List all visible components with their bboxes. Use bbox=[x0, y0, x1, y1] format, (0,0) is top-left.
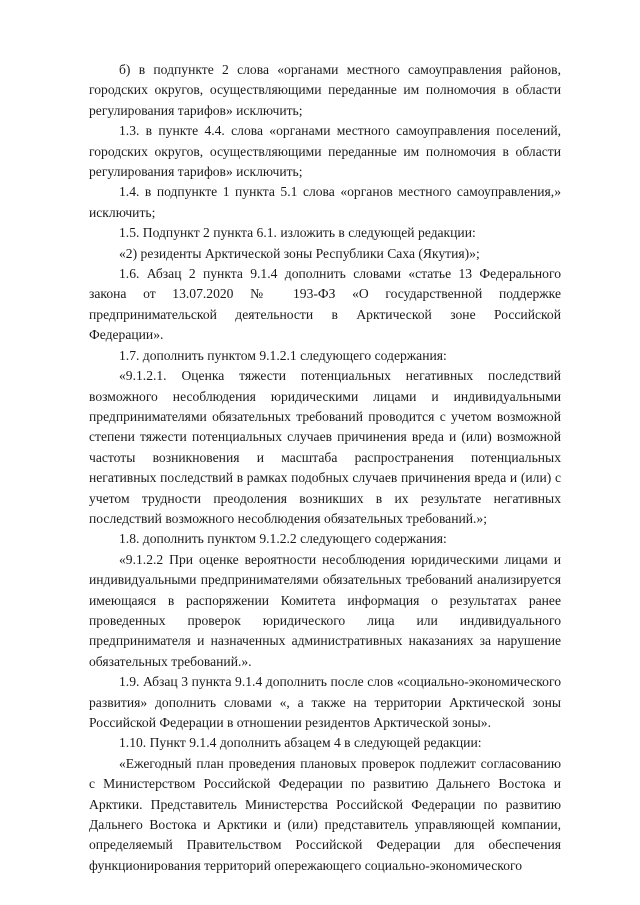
paragraph-9-1-2-2: «9.1.2.2 При оценке вероятности несоблюдения юридическими лицами и индивидуальными предпринимателями обязательных требований анализируется имеющаяся в распоряжении Комитета информация о результатах ранее проведенных проверок юридического лица или индивидуального предпринимателя и назначенных административных наказаниях за нарушение обязательных требований.». bbox=[89, 551, 561, 669]
paragraph-annual-plan: «Ежегодный план проведения плановых проверок подлежит согласованию с Министерством Российской Федерации по развитию Дальнего Востока и Арктики. Представитель Министерства Российской Федерации по развитию Дальнего Востока и Арктики и (или) представитель управляющей компании, определяемый Правительством Российской Федерации для обеспечения функционирования территорий опережающего социально-экономического bbox=[89, 755, 561, 873]
paragraph-9-1-2-1: «9.1.2.1. Оценка тяжести потенциальных негативных последствий возможного несоблюдения юридическими лицами и индивидуальными предпринимателями обязательных требований проводится с учетом возможной степени тяжести потенциальных случаев причинения вреда и (или) возможной частоты возникновения и масштаба распространения потенциальных негативных последствий в рамках подобных случаев причинения вреда и (или) с учетом трудности преодоления возникших в их результате негативных последствий возможного несоблюдения обязательных требований.»; bbox=[89, 368, 561, 526]
document-body bbox=[89, 60, 561, 876]
paragraph-1-4: 1.4. в подпункте 1 пункта 5.1 слова «органов местного самоуправления,» исключить; bbox=[89, 184, 561, 220]
paragraph-1-5: 1.5. Подпункт 2 пункта 6.1. изложить в следующей редакции: bbox=[119, 225, 476, 241]
paragraph-1-6: 1.6. Абзац 2 пункта 9.1.4 дополнить словами «статье 13 Федерального закона от 13.07.2020 № 193-ФЗ «О государственной поддержке предпринимательской деятельности в Арктической зоне Российской Федерации». bbox=[89, 266, 561, 343]
paragraph-1-7: 1.7. дополнить пунктом 9.1.2.1 следующего содержания: bbox=[119, 347, 447, 363]
paragraph-1-9: 1.9. Абзац 3 пункта 9.1.4 дополнить после слов «социально-экономического развития» дополнить словами «, а также на территории Арктической зоны Российской Федерации в отношении резидентов Арктической зоны». bbox=[89, 674, 561, 730]
paragraph-1-b: б) в подпункте 2 слова «органами местного самоуправления районов, городских округов, осуществляющими переданные им полномочия в области регулирования тарифов» исключить; bbox=[89, 62, 561, 118]
paragraph-1-5-text: «2) резиденты Арктической зоны Республики Саха (Якутия)»; bbox=[119, 245, 480, 261]
paragraph-1-3: 1.3. в пункте 4.4. слова «органами местного самоуправления поселений, городских округов, осуществляющими переданные им полномочия в области регулирования тарифов» исключить; bbox=[89, 123, 561, 180]
paragraph-1-10: 1.10. Пункт 9.1.4 дополнить абзацем 4 в следующей редакции: bbox=[119, 735, 482, 751]
paragraph-1-8: 1.8. дополнить пунктом 9.1.2.2 следующего содержания: bbox=[119, 531, 447, 547]
